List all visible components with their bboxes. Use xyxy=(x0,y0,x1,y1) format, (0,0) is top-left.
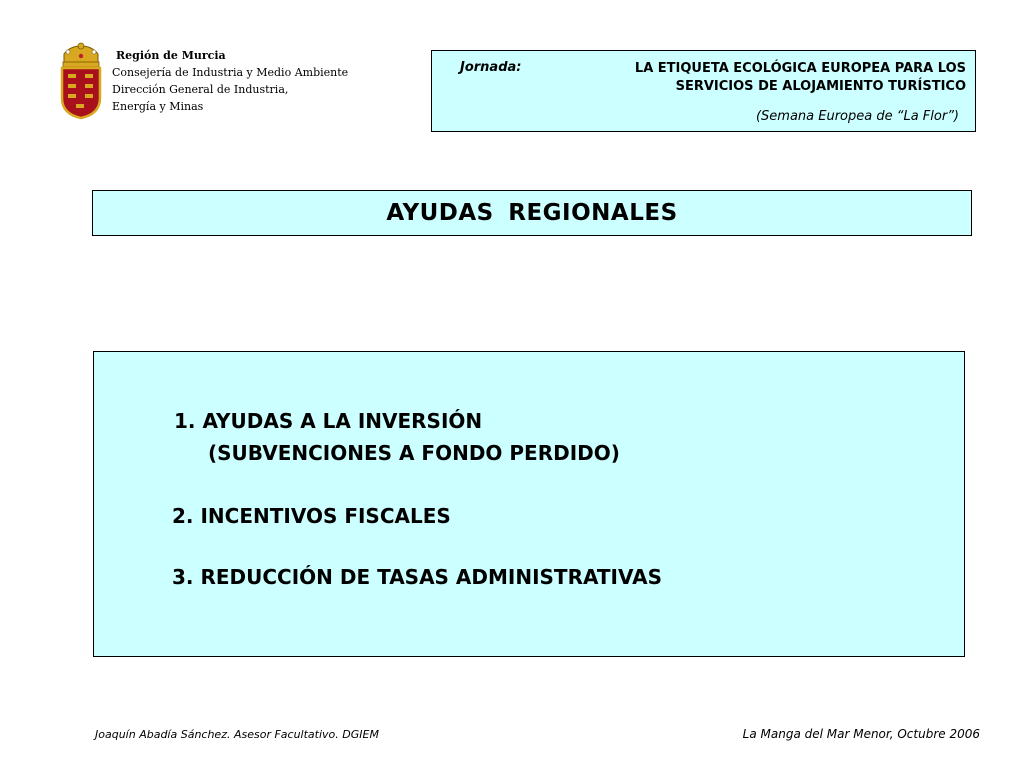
jornada-title-line-1: LA ETIQUETA ECOLÓGICA EUROPEA PARA LOS xyxy=(634,61,966,76)
footer-author: Joaquín Abadía Sánchez. Asesor Facultativo. DGIEM xyxy=(95,728,379,741)
content-box xyxy=(93,351,965,657)
organization-block xyxy=(112,47,348,115)
slide-title: AYUDAS REGIONALES xyxy=(386,200,678,226)
jornada-label: Jornada: xyxy=(460,60,522,75)
jornada-subtitle: (Semana Europea de “La Flor”) xyxy=(755,109,959,124)
footer-place-date: La Manga del Mar Menor, Octubre 2006 xyxy=(742,727,980,741)
jornada-box xyxy=(431,50,976,132)
list-item-2: 2. INCENTIVOS FISCALES xyxy=(172,504,451,528)
slide-title-box xyxy=(92,190,972,236)
org-name: Región de Murcia xyxy=(116,49,226,62)
jornada-title xyxy=(546,60,966,96)
jornada-title-line-2: SERVICIOS DE ALOJAMIENTO TURÍSTICO xyxy=(675,79,966,94)
org-directorate: Dirección General de Industria, xyxy=(112,83,289,96)
list-item-1-detail: (SUBVENCIONES A FONDO PERDIDO) xyxy=(208,441,620,465)
region-crest-icon xyxy=(58,42,104,120)
org-department: Consejería de Industria y Medio Ambiente xyxy=(112,66,349,79)
org-directorate-cont: Energía y Minas xyxy=(112,100,204,113)
list-item-1: 1. AYUDAS A LA INVERSIÓN xyxy=(174,409,483,433)
list-item-3: 3. REDUCCIÓN DE TASAS ADMINISTRATIVAS xyxy=(172,565,662,589)
